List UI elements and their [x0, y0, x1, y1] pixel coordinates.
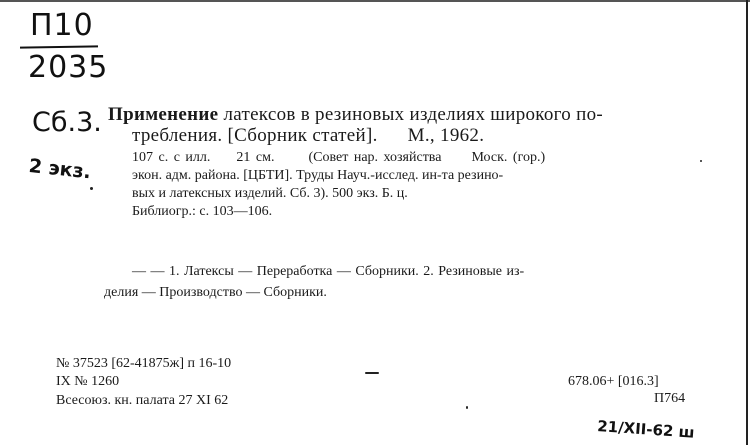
place-year: М., 1962.: [407, 125, 485, 146]
scan-speck: [466, 406, 468, 409]
handwritten-shelfmark-bottom: 2035: [28, 50, 109, 85]
series-start: (Совет нар. хозяйства: [308, 150, 442, 165]
description-line-2: экон. адм. района. [ЦБТИ]. Труды Науч.-исслед. ин-та резино-: [132, 168, 504, 183]
handwritten-collection: Сб.3.: [32, 107, 102, 138]
series-region: Моск. (гор.): [471, 150, 546, 165]
title-rest: латексов в резиновых изделиях широкого по-: [218, 104, 604, 125]
scan-speck: [90, 187, 93, 190]
order-number: IX № 1260: [56, 374, 120, 389]
description-line-1: [132, 150, 545, 166]
classification-index: 678.06+ [016.3]: [568, 374, 659, 389]
size: 21 см.: [236, 150, 275, 165]
title-bold: Применение: [108, 104, 219, 125]
book-chamber-note: Всесоюз. кн. палата 27 XI 62: [56, 393, 229, 408]
subject-headings-line-1: — — 1. Латексы — Переработка — Сборники. 2. Резиновые из-: [132, 264, 525, 279]
card-top-edge: [0, 0, 750, 2]
card-right-edge: [746, 0, 748, 445]
title-continuation: требления. [Сборник статей].: [132, 125, 378, 146]
bibliography-note: Библиогр.: с. 103—106.: [132, 204, 273, 219]
shelfmark-divider: [20, 45, 98, 48]
scan-speck: [700, 160, 702, 162]
author-code: П764: [654, 391, 686, 406]
title-line-1: [108, 104, 603, 126]
handwritten-date-note: 21/XII-62 ш: [596, 417, 696, 442]
scan-speck: [365, 372, 379, 374]
title-line-2: [132, 125, 484, 147]
handwritten-copies: 2 экз.: [27, 155, 92, 184]
pages: 107 с. с илл.: [132, 150, 211, 165]
card-number: № 37523 [62-41875ж] п 16-10: [56, 356, 232, 371]
handwritten-shelfmark-top: П10: [30, 8, 94, 43]
description-line-3: вых и латексных изделий. Сб. 3). 500 экз. Б. ц.: [132, 186, 408, 201]
subject-headings-line-2: делия — Производство — Сборники.: [104, 285, 327, 300]
